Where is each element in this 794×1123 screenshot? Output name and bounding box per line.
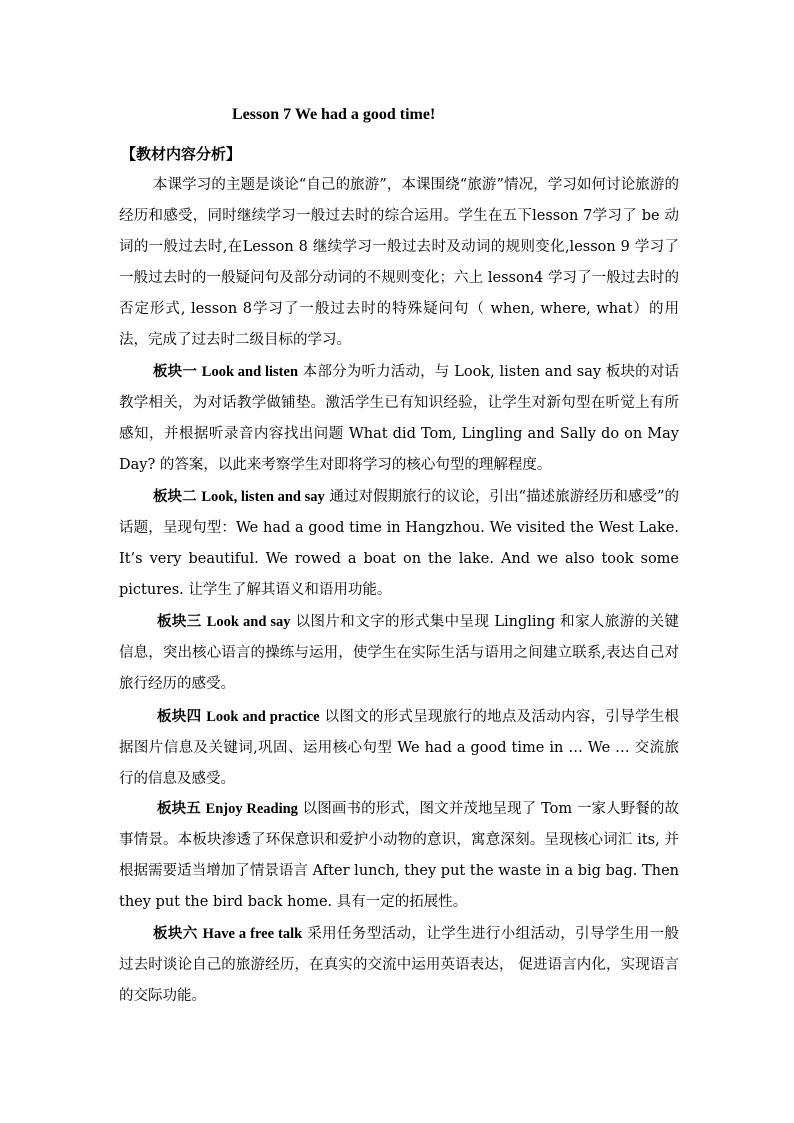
block-name: Look, listen and say: [201, 489, 325, 505]
block-3-paragraph: [119, 606, 679, 700]
block-2-paragraph: [119, 481, 679, 606]
lesson-title: Lesson 7 We had a good time!: [232, 106, 436, 123]
block-label: 板块四: [157, 708, 202, 725]
block-name: Look and practice: [206, 709, 320, 725]
block-label: 板块五: [157, 800, 201, 817]
block-text: 通过对假期旅行的议论，引出“描述旅游经历和感受”的话题，呈现句型：We had a good time in Hangzhou. We visited the West Lake. It’s very beautiful. We rowed a boat on the lake. And we also took some pictures. 让学生了解其语义和语用功能。: [119, 489, 680, 598]
block-name: Look and listen: [201, 364, 299, 380]
block-name: Look and say: [206, 614, 291, 630]
block-text: 采用任务型活动，让学生进行小组活动，引导学生用一般过去时谈论自己的旅游经历，在真实的交流中运用英语表达， 促进语言内化，实现语言的交际功能。: [119, 926, 680, 1004]
section-heading: 【教材内容分析】: [121, 145, 242, 163]
block-label: 板块二: [153, 488, 197, 505]
block-6-paragraph: [119, 918, 679, 1012]
block-1-paragraph: [119, 356, 679, 481]
block-label: 板块三: [157, 613, 202, 630]
block-name: Have a free talk: [202, 926, 303, 942]
block-text: 以图画书的形式，图文并茂地呈现了 Tom 一家人野餐的故事情景。本板块渗透了环保意识和爱护小动物的意识，寓意深刻。呈现核心词汇 its, 并根据需要适当增加了情景语言 After lunch, they put the waste in a big bag. Then they put the bird back home. 具有一定的拓展性。: [119, 801, 679, 910]
block-label: 板块一: [153, 363, 197, 380]
block-text: 以图文的形式呈现旅行的地点及活动内容，引导学生根据图片信息及关键词,巩固、运用核心句型 We had a good time in … We … 交流旅行的信息及感受。: [119, 709, 680, 787]
intro-paragraph: 本课学习的主题是谈论“自己的旅游”，本课围绕“旅游”情况，学习如何讨论旅游的经历和感受，同时继续学习一般过去时的综合运用。学生在五下lesson 7学习了 be 动词的一般过去时,在Lesson 8 继续学习一般过去时及动词的规则变化,lesson 9 学习了一般过去时的一般疑问句及部分动词的不规则变化；六上 lesson4 学习了一般过去时的否定形式, lesson 8学习了一般过去时的特殊疑问句（ when, where, what）的用法，完成了过去时二级目标的学习。: [119, 177, 679, 348]
block-label: 板块六: [153, 925, 198, 942]
block-text: 以图片和文字的形式集中呈现 Lingling 和家人旅游的关键信息，突出核心语言的操练与运用，使学生在实际生活与语用之间建立联系,表达自己对旅行经历的感受。: [119, 614, 680, 692]
block-5-paragraph: [119, 793, 679, 918]
block-text: 本部分为听力活动，与 Look, listen and say 板块的对话教学相关，为对话教学做铺垫。激活学生已有知识经验，让学生对新句型在听觉上有所感知，并根据听录音内容找出问题 What did Tom, Lingling and Sally do on May Day? 的答案，以此来考察学生对即将学习的核心句型的理解程度。: [119, 364, 679, 473]
block-4-paragraph: [119, 701, 679, 795]
block-name: Enjoy Reading: [205, 801, 298, 817]
